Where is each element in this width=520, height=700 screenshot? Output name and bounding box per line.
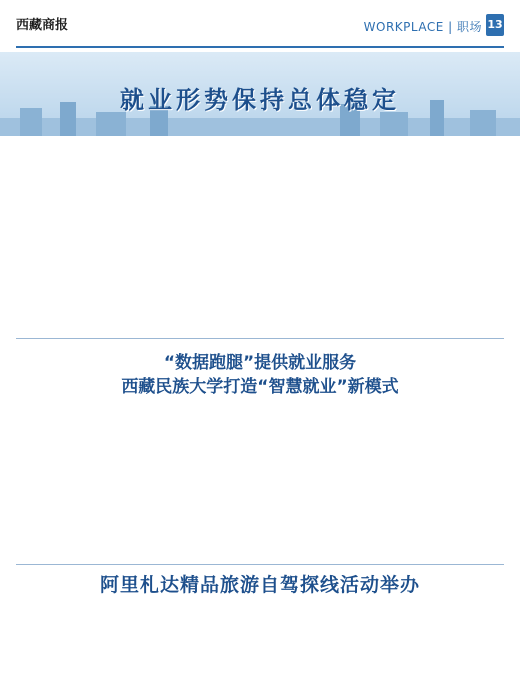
article-1-headline: 就业形势保持总体稳定 [120,86,400,114]
section-divider [16,338,504,339]
masthead-rule [16,46,504,48]
article-3-headline: 阿里札达精品旅游自驾探线活动举办 [99,574,420,596]
article-3-body [16,606,504,696]
article-2-headline-line-2: 西藏民族大学打造“智慧就业”新模式 [121,377,399,397]
article-2-headline-line-1: “数据跑腿”提供就业服务 [163,353,357,373]
paper-name: 西藏商报 [16,18,69,33]
section-divider [16,564,504,565]
page-number: 13 [486,14,504,36]
masthead [16,14,504,44]
section-tag: WORKPLACE | 职场 [363,20,482,34]
article-2-body [16,398,504,550]
article-1-body [16,138,504,326]
